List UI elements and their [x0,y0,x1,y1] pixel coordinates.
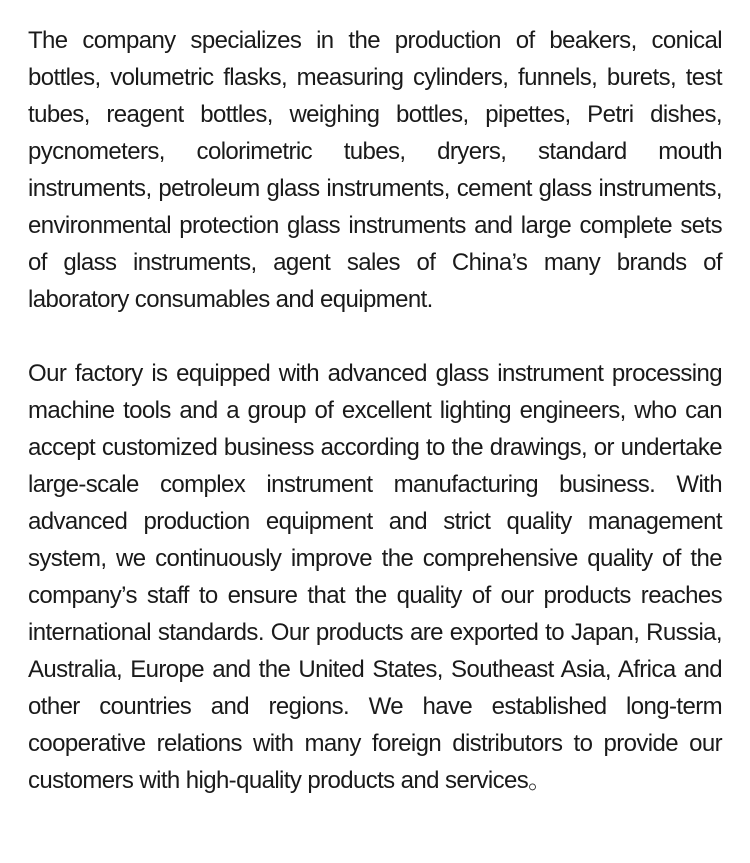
paragraph-company-products: The company specializes in the production of beakers, conical bottles, volumetric flasks, measuring cylinders, funnels, burets, test tubes, reagent bottles, weighing bottles, pipettes, Petri dishes, pycnometers, colorimetric tubes, dryers, standard mouth instruments, petroleum glass instruments, cement glass instruments, environmental protection glass instruments and large complete sets of glass instruments, agent sales of China’s many brands of laboratory consumables and equipment. [28,27,722,313]
paragraph-factory-capabilities: Our factory is equipped with advanced glass instrument processing machine tools and a group of excellent lighting engineers, who can accept customized business according to the drawings, or undertake large-scale complex instrument manufacturing business. With advanced production equipment and strict quality management system, we continuously improve the comprehensive quality of the company’s staff to ensure that the quality of our products reaches international standards. Our products are exported to Japan, Russia, Australia, Europe and the United States, Southeast Asia, Africa and other countries and regions. We have established long-term cooperative relations with many foreign distributors to provide our customers with high-quality products and services。 [28,360,722,794]
document-body [28,22,722,799]
